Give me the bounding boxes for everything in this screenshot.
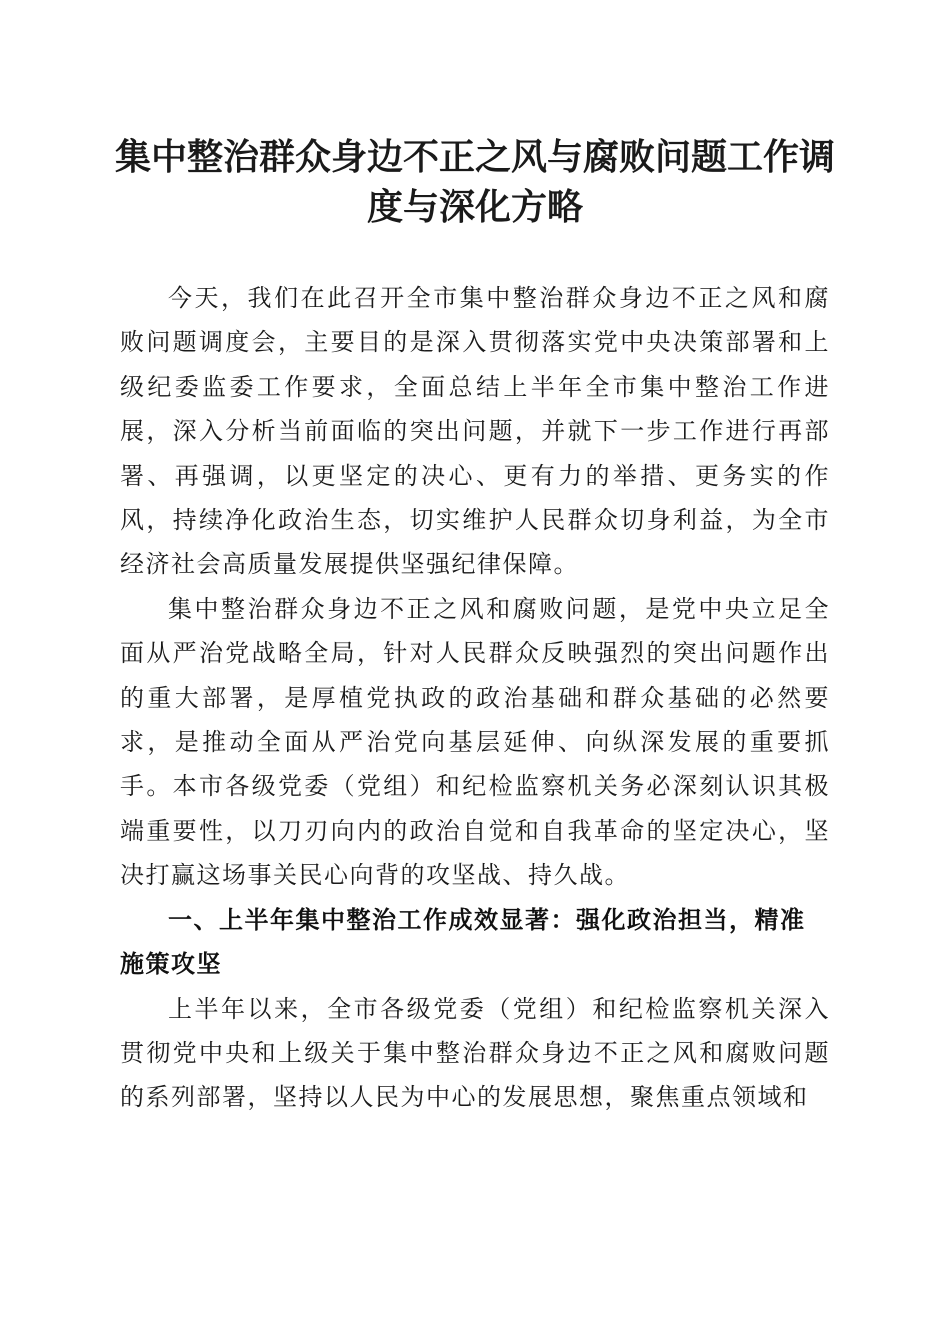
document-title xyxy=(110,132,840,232)
paragraph-section-1: 上半年以来，全市各级党委（党组）和纪检监察机关深入贯彻党中央和上级关于集中整治群众身边不正之风和腐败问题的系列部署，坚持以人民为中心的发展思想，聚焦重点领域和 xyxy=(120,994,830,1112)
document-body xyxy=(120,276,830,1120)
title-line-2: 度与深化方略 xyxy=(366,186,583,228)
title-line-1: 集中整治群众身边不正之风与腐败问题工作调 xyxy=(114,136,835,178)
paragraph-significance: 集中整治群众身边不正之风和腐败问题，是党中央立足全面从严治党战略全局，针对人民群众反映强烈的突出问题作出的重大部署，是厚植党执政的政治基础和群众基础的必然要求，是推动全面从严治党向基层延伸、向纵深发展的重要抓手。本市各级党委（党组）和纪检监察机关务必深刻认识其极端重要性，以刀刃向内的政治自觉和自我革命的坚定决心，坚决打赢这场事关民心向背的攻坚战、持久战。 xyxy=(120,594,830,890)
section-heading-1: 一、上半年集中整治工作成效显著：强化政治担当，精准施策攻坚 xyxy=(120,905,806,979)
paragraph-intro: 今天，我们在此召开全市集中整治群众身边不正之风和腐败问题调度会，主要目的是深入贯彻落实党中央决策部署和上级纪委监委工作要求，全面总结上半年全市集中整治工作进展，深入分析当前面临的突出问题，并就下一步工作进行再部署、再强调，以更坚定的决心、更有力的举措、更务实的作风，持续净化政治生态，切实维护人民群众切身利益，为全市经济社会高质量发展提供坚强纪律保障。 xyxy=(120,284,830,579)
